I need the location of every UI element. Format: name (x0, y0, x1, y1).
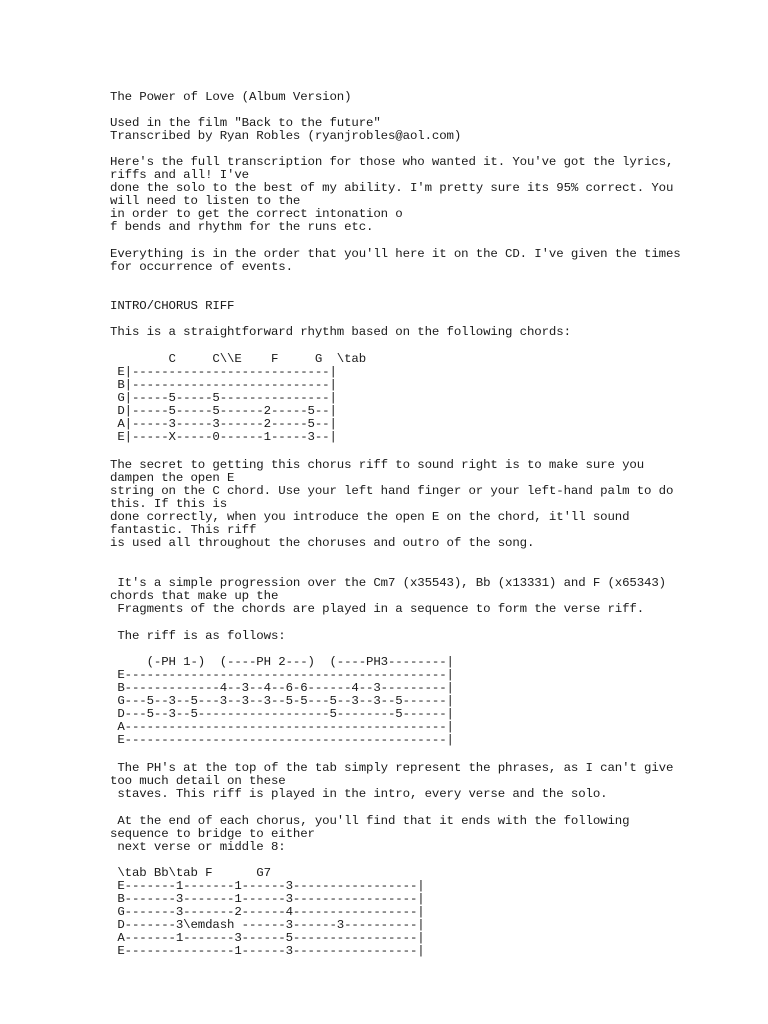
chords-intro-line: This is a straightforward rhythm based on the following chords: (110, 325, 571, 339)
riff-intro-line: The riff is as follows: (110, 629, 286, 643)
secret-paragraph-line: fantastic. This riff (110, 523, 257, 537)
secret-paragraph-line: The secret to getting this chorus riff to sound right is to make sure you (110, 458, 645, 472)
tab-line: G|-----5-----5---------------| (110, 391, 337, 405)
intro-paragraph-line: f bends and rhythm for the runs etc. (110, 220, 374, 234)
secret-paragraph-line: this. If this is (110, 497, 228, 511)
intro-paragraph-line: will need to listen to the (110, 194, 301, 208)
order-paragraph-line: Everything is in the order that you'll here it on the CD. I've given the times (110, 247, 681, 261)
transcriber-credit: Transcribed by Ryan Robles (ryanjrobles@aol.com) (110, 129, 462, 143)
chorus-end-paragraph-line: sequence to bridge to either (110, 827, 315, 841)
tab-line: E-------1-------1------3-----------------| (110, 879, 425, 893)
ph-paragraph-line: staves. This riff is played in the intro, every verse and the solo. (110, 787, 608, 801)
intro-paragraph-line: Here's the full transcription for those who wanted it. You've got the lyrics, (110, 155, 674, 169)
tab-chord-labels: \tab Bb\tab F G7 (110, 866, 271, 880)
tab-line: E|---------------------------| (110, 365, 337, 379)
tab-line: A-------1-------3------5-----------------| (110, 931, 425, 945)
verse-paragraph-line: It's a simple progression over the Cm7 (x35543), Bb (x13331) and F (x65343) (110, 576, 666, 590)
verse-paragraph-line: chords that make up the (110, 589, 279, 603)
tab-line: B-------3-------1------3-----------------| (110, 892, 425, 906)
tab-phrase-labels: (-PH 1-) (----PH 2---) (----PH3--------| (110, 655, 454, 669)
verse-paragraph-line: Fragments of the chords are played in a sequence to form the verse riff. (110, 602, 645, 616)
chorus-end-paragraph-line: next verse or middle 8: (110, 840, 286, 854)
secret-paragraph-line: string on the C chord. Use your left hand finger or your left-hand palm to do (110, 484, 674, 498)
tab-line: D|-----5-----5------2-----5--| (110, 404, 337, 418)
section-heading: INTRO/CHORUS RIFF (110, 299, 235, 313)
tab-line: A--------------------------------------------| (110, 720, 454, 734)
tab-line: G---5--3--5---3--3--3--5-5---5--3--3--5------| (110, 694, 454, 708)
tab-chord-labels: C C\\E F G \tab (110, 352, 367, 366)
tab-line: E--------------------------------------------| (110, 733, 454, 747)
ph-paragraph-line: The PH's at the top of the tab simply represent the phrases, as I can't give (110, 761, 674, 775)
tab-line: E---------------1------3-----------------| (110, 944, 425, 958)
intro-paragraph-line: riffs and all! I've (110, 168, 249, 182)
secret-paragraph-line: is used all throughout the choruses and outro of the song. (110, 536, 535, 550)
order-paragraph-line: for occurrence of events. (110, 260, 293, 274)
tab-line: D-------3\emdash ------3------3----------| (110, 918, 425, 932)
tab-line: B-------------4--3--4--6-6------4--3---------| (110, 681, 454, 695)
secret-paragraph-line: done correctly, when you introduce the open E on the chord, it'll sound (110, 510, 630, 524)
intro-paragraph-line: in order to get the correct intonation o (110, 207, 403, 221)
tab-line: G-------3-------2------4-----------------| (110, 905, 425, 919)
chorus-end-paragraph-line: At the end of each chorus, you'll find that it ends with the following (110, 814, 630, 828)
film-credit: Used in the film "Back to the future" (110, 116, 381, 130)
tab-line: E|-----X-----0------1-----3--| (110, 430, 337, 444)
tab-line: D---5--3--5------------------5--------5------| (110, 707, 454, 721)
secret-paragraph-line: dampen the open E (110, 471, 235, 485)
ph-paragraph-line: too much detail on these (110, 774, 286, 788)
tab-line: E--------------------------------------------| (110, 668, 454, 682)
tab-line: B|---------------------------| (110, 378, 337, 392)
song-title: The Power of Love (Album Version) (110, 90, 352, 104)
tab-line: A|-----3-----3------2-----5--| (110, 417, 337, 431)
intro-paragraph-line: done the solo to the best of my ability. I'm pretty sure its 95% correct. You (110, 181, 674, 195)
